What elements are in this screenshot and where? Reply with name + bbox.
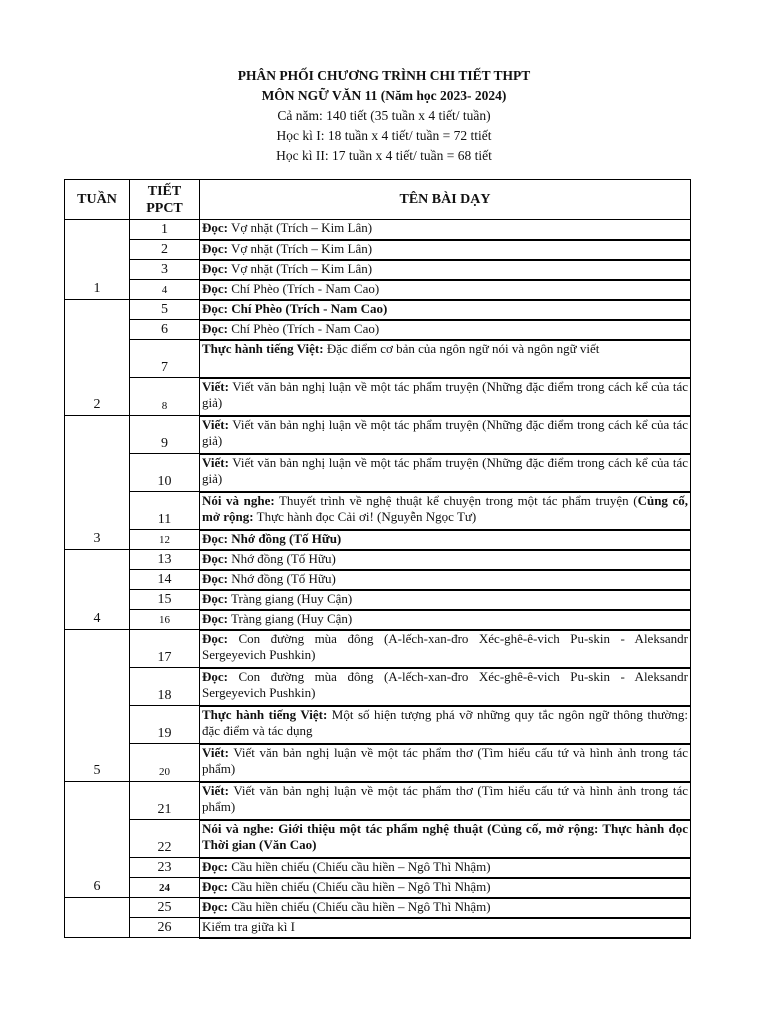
lesson-title: Viết văn bản nghị luận về một tác phẩm truyện (Những đặc điểm trong cách kể của tác giả): [202, 416, 688, 448]
table-row: [65, 918, 691, 938]
lesson-type: Đọc:: [202, 550, 228, 566]
lesson-cell: [200, 610, 691, 630]
period-number: 2: [130, 240, 200, 260]
table-row: [65, 744, 691, 782]
lesson-type: Thực hành tiếng Việt:: [202, 706, 328, 722]
table-row: [65, 706, 691, 744]
lesson-cell: [200, 878, 691, 898]
lesson-type: Đọc:: [202, 590, 228, 606]
period-number: 22: [130, 820, 200, 858]
lesson-title: Thực hành đọc Cải ơi! (Nguyễn Ngọc Tư): [253, 508, 477, 524]
lesson-cell: [200, 280, 691, 300]
lesson-type: Viết:: [202, 378, 229, 394]
table-row: [65, 550, 691, 570]
lesson-title: Chí Phèo (Trích - Nam Cao): [228, 320, 380, 336]
semester-2-summary: Học kì II: 17 tuần x 4 tiết/ tuần = 68 tiết: [276, 148, 492, 163]
lesson-cell: [200, 220, 691, 240]
period-number: 13: [130, 550, 200, 570]
document-header: [0, 66, 768, 166]
lesson-type: Viết:: [202, 416, 229, 432]
lesson-type: Đọc:: [202, 570, 228, 586]
period-number: 26: [130, 918, 200, 938]
lesson-title: Tràng giang (Huy Cận): [228, 610, 353, 626]
lesson-title: Viết văn bản nghị luận về một tác phẩm thơ (Tìm hiểu cấu tứ và hình ảnh trong tác phẩm): [202, 782, 688, 814]
period-number: 21: [130, 782, 200, 820]
table-row: [65, 878, 691, 898]
lesson-type: Viết:: [202, 782, 229, 798]
lesson-cell: [200, 820, 691, 858]
lesson-cell: [200, 590, 691, 610]
table-row: [65, 492, 691, 530]
lesson-type: Đọc:: [202, 530, 228, 546]
table-row: [65, 320, 691, 340]
period-number: 1: [130, 220, 200, 240]
lesson-type: Đọc:: [202, 668, 228, 684]
lesson-title: Chí Phèo (Trích - Nam Cao): [228, 280, 380, 296]
lesson-cell: [200, 630, 691, 668]
period-number: 7: [130, 340, 200, 378]
period-number: 19: [130, 706, 200, 744]
header-week: TUẦN: [65, 180, 130, 220]
lesson-cell: [200, 300, 691, 320]
period-number: 8: [130, 378, 200, 416]
lesson-cell: [200, 378, 691, 416]
week-cell: 2: [65, 300, 130, 416]
semester-1-summary: Học kì I: 18 tuần x 4 tiết/ tuần = 72 ttiết: [276, 128, 492, 143]
header-lesson: TÊN BÀI DẠY: [200, 180, 691, 220]
lesson-title: Nhớ đồng (Tố Hữu): [228, 550, 336, 566]
lesson-cell: [200, 858, 691, 878]
lesson-title: Viết văn bản nghị luận về một tác phẩm thơ (Tìm hiểu cấu tứ và hình ảnh trong tác phẩm): [202, 744, 688, 776]
period-number: 5: [130, 300, 200, 320]
lesson-title: Vợ nhặt (Trích – Kim Lân): [228, 240, 373, 256]
table-row: [65, 820, 691, 858]
lesson-title: Vợ nhặt (Trích – Kim Lân): [228, 220, 373, 235]
curriculum-table: [64, 179, 690, 939]
period-number: 16: [130, 610, 200, 630]
lesson-cell: [200, 416, 691, 454]
lesson-type: Nói và nghe:: [202, 820, 275, 836]
lesson-type: Đọc:: [202, 240, 228, 256]
table-row: [65, 300, 691, 320]
lesson-type: Đọc:: [202, 300, 228, 316]
period-number: 12: [130, 530, 200, 550]
table-row: [65, 378, 691, 416]
period-number: 6: [130, 320, 200, 340]
lesson-cell: [200, 744, 691, 782]
lesson-type: Đọc:: [202, 260, 228, 276]
document-title: PHÂN PHỐI CHƯƠNG TRÌNH CHI TIẾT THPT: [237, 68, 531, 83]
lesson-title: Cầu hiền chiếu (Chiếu cầu hiền – Ngô Thì Nhậm): [228, 878, 491, 894]
table-row: [65, 340, 691, 378]
table-row: [65, 454, 691, 492]
table-header-row: [65, 180, 691, 220]
lesson-type: Đọc:: [202, 858, 228, 874]
table-row: [65, 782, 691, 820]
lesson-title: Vợ nhặt (Trích – Kim Lân): [228, 260, 373, 276]
lesson-cell: [200, 782, 691, 820]
lesson-title: Đặc điểm cơ bản của ngôn ngữ nói và ngôn ngữ viết: [323, 340, 600, 356]
table-row: [65, 858, 691, 878]
table-row: [65, 590, 691, 610]
lesson-title: Chí Phèo (Trích - Nam Cao): [228, 300, 388, 316]
lesson-type: Nói và nghe:: [202, 492, 275, 508]
lesson-cell: [200, 492, 691, 530]
lesson-title: Con đường mùa đông (A-lếch-xan-đro Xéc-ghê-ê-vich Pu-skin - Aleksandr Sergeyevich Pushkin): [202, 668, 688, 700]
lesson-title: Cầu hiền chiếu (Chiếu cầu hiền – Ngô Thì Nhậm): [228, 898, 491, 914]
period-number: 23: [130, 858, 200, 878]
table-row: [65, 570, 691, 590]
week-cell: 5: [65, 630, 130, 782]
lesson-title: Tràng giang (Huy Cận): [228, 590, 353, 606]
week-cell: [65, 898, 130, 938]
lesson-cell: [200, 340, 691, 378]
lesson-type: Viết:: [202, 744, 229, 760]
period-number: 15: [130, 590, 200, 610]
period-number: 17: [130, 630, 200, 668]
table-row: [65, 530, 691, 550]
lesson-title: Thuyết trình về nghệ thuật kể chuyện trong một tác phẩm truyện (: [274, 492, 638, 508]
table-row: [65, 280, 691, 300]
lesson-cell: [200, 668, 691, 706]
lesson-title: Nhớ đồng (Tố Hữu): [228, 570, 336, 586]
lesson-type: Thực hành tiếng Việt:: [202, 340, 324, 356]
document-subtitle: MÔN NGỮ VĂN 11 (Năm học 2023- 2024): [261, 88, 507, 103]
period-number: 9: [130, 416, 200, 454]
lesson-cell: [200, 260, 691, 280]
year-summary: Cả năm: 140 tiết (35 tuần x 4 tiết/ tuần): [277, 108, 491, 123]
lesson-type: Đọc:: [202, 320, 228, 336]
lesson-cell: [200, 550, 691, 570]
lesson-title: Kiểm tra giữa kì I: [202, 918, 295, 934]
week-cell: 6: [65, 782, 130, 898]
table-row: [65, 416, 691, 454]
lesson-type: Đọc:: [202, 220, 228, 235]
lesson-cell: [200, 320, 691, 340]
lesson-type: Đọc:: [202, 898, 228, 914]
lesson-cell: [200, 454, 691, 492]
lesson-title: Con đường mùa đông (A-lếch-xan-đro Xéc-ghê-ê-vich Pu-skin - Aleksandr Sergeyevich Pushkin): [202, 630, 688, 662]
period-number: 25: [130, 898, 200, 918]
period-number: 4: [130, 280, 200, 300]
period-number: 10: [130, 454, 200, 492]
table-row: [65, 260, 691, 280]
lesson-cell: [200, 918, 691, 938]
table-row: [65, 240, 691, 260]
week-cell: 3: [65, 416, 130, 550]
lesson-cell: [200, 898, 691, 918]
table-row: [65, 610, 691, 630]
lesson-title: Giới thiệu một tác phẩm nghệ thuật (Củng cố, mở rộng: Thực hành đọc Thời gian (Văn Cao): [202, 820, 688, 852]
lesson-title: Một số hiện tượng phá vỡ những quy tắc ngôn ngữ thông thường: đặc điểm và tác dụng: [202, 706, 688, 738]
period-number: 20: [130, 744, 200, 782]
lesson-type: Đọc:: [202, 630, 228, 646]
period-number: 11: [130, 492, 200, 530]
lesson-cell: [200, 530, 691, 550]
week-cell: 4: [65, 550, 130, 630]
lesson-cell: [200, 240, 691, 260]
lesson-title: Viết văn bản nghị luận về một tác phẩm truyện (Những đặc điểm trong cách kể của tác giả): [202, 454, 688, 486]
period-number: 18: [130, 668, 200, 706]
lesson-title: Nhớ đồng (Tố Hữu): [228, 530, 342, 546]
lesson-title: Cầu hiền chiếu (Chiếu cầu hiền – Ngô Thì Nhậm): [228, 858, 491, 874]
header-period: TIẾT PPCT: [130, 180, 200, 220]
lesson-type: Đọc:: [202, 878, 228, 894]
table-row: [65, 898, 691, 918]
lesson-title: Viết văn bản nghị luận về một tác phẩm truyện (Những đặc điểm trong cách kể của tác giả): [202, 378, 688, 410]
table-row: [65, 220, 691, 240]
period-number: 14: [130, 570, 200, 590]
lesson-type: Viết:: [202, 454, 229, 470]
week-cell: 1: [65, 220, 130, 300]
table-row: [65, 668, 691, 706]
table-row: [65, 630, 691, 668]
period-number: 3: [130, 260, 200, 280]
lesson-type: Đọc:: [202, 280, 228, 296]
lesson-cell: [200, 570, 691, 590]
lesson-cell: [200, 706, 691, 744]
lesson-type: Đọc:: [202, 610, 228, 626]
lesson-type: Củng cố, mở rộng:: [202, 492, 688, 524]
period-number: 24: [130, 878, 200, 898]
